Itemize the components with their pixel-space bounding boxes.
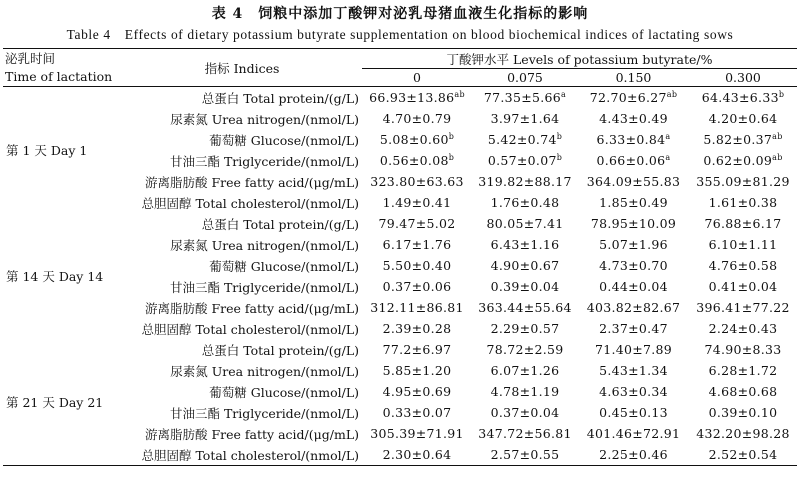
header-level-0: 0	[362, 69, 472, 87]
table-row	[3, 255, 797, 276]
cell-value: 5.42±0.74	[487, 132, 557, 147]
row-label: 总蛋白 Total protein/(g/L)	[201, 216, 359, 232]
significance-mark: ab	[772, 152, 783, 162]
cell-value: 0.37±0.06	[382, 279, 452, 294]
value-cell	[472, 171, 578, 192]
cell-value: 71.40±7.89	[594, 342, 673, 357]
value-cell	[472, 360, 578, 381]
value-cell	[578, 276, 689, 297]
value-cell	[689, 381, 797, 402]
value-cell	[472, 213, 578, 234]
cell-value: 6.28±1.72	[708, 363, 778, 378]
cell-value: 4.63±0.34	[599, 384, 668, 399]
value-cell	[578, 360, 689, 381]
cell-value: 4.70±0.79	[382, 111, 452, 126]
row-label: 总胆固醇 Total cholesterol/(nmol/L)	[122, 444, 362, 466]
cell-value: 6.07±1.26	[490, 363, 560, 378]
value-cell	[689, 339, 797, 360]
value-cell	[472, 423, 578, 444]
cell-value: 2.30±0.64	[382, 447, 452, 462]
cell-value: 0.44±0.04	[599, 279, 668, 294]
cell-value: 2.29±0.57	[490, 321, 560, 336]
cell-value: 4.95±0.69	[382, 384, 452, 399]
cell-value: 403.82±82.67	[586, 300, 681, 315]
significance-mark: b	[556, 131, 563, 141]
value-cell	[362, 297, 472, 318]
data-table	[3, 48, 797, 466]
table-caption-cn: 表 4 饲粮中添加丁酸钾对泌乳母猪血液生化指标的影响	[211, 6, 589, 22]
value-cell	[362, 108, 472, 129]
row-label: 葡萄糖 Glucose/(nmol/L)	[209, 384, 359, 400]
cell-value: 2.52±0.54	[708, 447, 778, 462]
row-label: 甘油三酯 Triglyceride/(nmol/L)	[169, 153, 359, 169]
cell-value: 74.90±8.33	[704, 342, 782, 357]
value-cell	[472, 255, 578, 276]
significance-mark: ab	[454, 89, 465, 99]
cell-value: 0.62±0.09	[703, 153, 773, 168]
cell-value: 4.73±0.70	[599, 258, 668, 273]
value-cell	[578, 381, 689, 402]
row-label: 葡萄糖 Glucose/(nmol/L)	[209, 132, 359, 148]
cell-value: 78.95±10.09	[590, 216, 677, 231]
row-label: 尿素氮 Urea nitrogen/(nmol/L)	[170, 237, 359, 253]
significance-mark: b	[778, 89, 785, 99]
cell-value: 432.20±98.28	[696, 426, 790, 441]
cell-value: 1.61±0.38	[708, 195, 778, 210]
value-cell	[578, 171, 689, 192]
value-cell	[578, 339, 689, 360]
value-cell	[578, 255, 689, 276]
cell-value: 0.41±0.04	[708, 279, 778, 294]
cell-value: 4.43±0.49	[599, 111, 668, 126]
cell-value: 319.82±88.17	[478, 174, 572, 189]
value-cell	[472, 402, 578, 423]
cell-value: 363.44±55.64	[478, 300, 572, 315]
value-cell	[362, 339, 472, 360]
table-row	[3, 402, 797, 423]
value-cell	[362, 150, 472, 171]
value-cell	[689, 423, 797, 444]
value-cell	[578, 150, 689, 171]
cell-value: 77.2±6.97	[382, 342, 452, 357]
header-level-1: 0.075	[472, 69, 578, 87]
value-cell	[362, 171, 472, 192]
value-cell	[689, 276, 797, 297]
table-body	[3, 87, 797, 466]
header-time-cn: 泌乳时间	[3, 49, 122, 69]
value-cell	[689, 360, 797, 381]
cell-value: 6.43±1.16	[490, 237, 560, 252]
value-cell	[689, 87, 797, 109]
header-indices: 指标 Indices	[122, 49, 362, 87]
cell-value: 72.70±6.27	[589, 90, 667, 105]
table-row	[3, 339, 797, 360]
significance-mark: b	[448, 131, 455, 141]
value-cell	[472, 108, 578, 129]
table-row	[3, 381, 797, 402]
cell-value: 347.72±56.81	[478, 426, 572, 441]
value-cell	[578, 192, 689, 213]
value-cell	[362, 234, 472, 255]
table-row	[3, 276, 797, 297]
table-row	[3, 297, 797, 318]
cell-value: 0.45±0.13	[599, 405, 668, 420]
row-label: 总胆固醇 Total cholesterol/(nmol/L)	[141, 195, 359, 211]
significance-mark: a	[665, 152, 671, 162]
value-cell	[472, 150, 578, 171]
value-cell	[689, 402, 797, 423]
significance-mark: b	[448, 152, 455, 162]
group-day-label: 第 1 天 Day 1	[6, 143, 88, 158]
value-cell	[362, 318, 472, 339]
table-row	[3, 108, 797, 129]
header-levels-span-text: 丁酸钾水平 Levels of potassium butyrate/%	[446, 51, 713, 67]
cell-value: 2.37±0.47	[599, 321, 668, 336]
value-cell	[689, 255, 797, 276]
cell-value: 6.10±1.11	[708, 237, 778, 252]
row-label: 葡萄糖 Glucose/(nmol/L)	[209, 258, 359, 274]
cell-value: 4.20±0.64	[708, 111, 778, 126]
value-cell	[689, 171, 797, 192]
value-cell	[689, 318, 797, 339]
value-cell	[578, 129, 689, 150]
cell-value: 1.49±0.41	[382, 195, 452, 210]
cell-value: 312.11±86.81	[370, 300, 464, 315]
value-cell	[472, 192, 578, 213]
cell-value: 364.09±55.83	[586, 174, 681, 189]
cell-value: 5.43±1.34	[599, 363, 668, 378]
cell-value: 76.88±6.17	[704, 216, 782, 231]
value-cell	[578, 87, 689, 109]
value-cell	[362, 402, 472, 423]
header-levels-span	[362, 49, 797, 69]
table-caption-en: Table 4 Effects of dietary potassium butyrate supplementation on blood biochemical indices of lactating sows	[66, 27, 734, 42]
significance-mark: ab	[666, 89, 678, 99]
cell-value: 2.25±0.46	[599, 447, 668, 462]
cell-value: 2.24±0.43	[708, 321, 778, 336]
cell-value: 64.43±6.33	[701, 90, 779, 105]
value-cell	[689, 213, 797, 234]
cell-value: 0.39±0.04	[490, 279, 560, 294]
cell-value: 66.93±13.86	[369, 90, 455, 105]
value-cell	[689, 297, 797, 318]
row-label: 游离脂肪酸 Free fatty acid/(μg/mL)	[145, 174, 359, 190]
row-label: 游离脂肪酸 Free fatty acid/(μg/mL)	[145, 300, 359, 316]
value-cell	[362, 255, 472, 276]
cell-value: 1.76±0.48	[490, 195, 560, 210]
cell-value: 355.09±81.29	[696, 174, 790, 189]
cell-value: 5.85±1.20	[382, 363, 452, 378]
table-row	[3, 150, 797, 171]
value-cell	[472, 318, 578, 339]
value-cell	[578, 234, 689, 255]
row-label: 总蛋白 Total protein/(g/L)	[201, 342, 359, 358]
row-label: 总蛋白 Total protein/(g/L)	[201, 90, 359, 106]
value-cell	[362, 129, 472, 150]
value-cell	[578, 297, 689, 318]
cell-value: 78.72±2.59	[486, 342, 564, 357]
significance-mark: ab	[772, 131, 783, 141]
value-cell	[472, 234, 578, 255]
table-row	[3, 129, 797, 150]
cell-value: 0.66±0.06	[596, 153, 666, 168]
row-label: 甘油三酯 Triglyceride/(nmol/L)	[169, 405, 359, 421]
cell-value: 396.41±77.22	[696, 300, 790, 315]
value-cell	[689, 192, 797, 213]
cell-value: 3.97±1.64	[490, 111, 560, 126]
value-cell	[472, 87, 578, 109]
table-row	[3, 234, 797, 255]
value-cell	[689, 444, 797, 466]
header-level-3: 0.300	[689, 69, 797, 87]
value-cell	[578, 318, 689, 339]
value-cell	[362, 276, 472, 297]
table-row	[3, 444, 797, 466]
value-cell	[362, 360, 472, 381]
significance-mark: b	[556, 152, 563, 162]
row-label: 甘油三酯 Triglyceride/(nmol/L)	[169, 279, 359, 295]
table-row	[3, 171, 797, 192]
table-row	[3, 213, 797, 234]
header-level-2: 0.150	[578, 69, 689, 87]
row-label: 游离脂肪酸 Free fatty acid/(μg/mL)	[145, 426, 359, 442]
value-cell	[362, 444, 472, 466]
table-row	[3, 318, 797, 339]
significance-mark: a	[665, 131, 671, 141]
group-day-label: 第 14 天 Day 14	[6, 269, 104, 284]
cell-value: 305.39±71.91	[370, 426, 464, 441]
cell-value: 0.57±0.07	[487, 153, 557, 168]
value-cell	[578, 213, 689, 234]
table-row	[3, 360, 797, 381]
cell-value: 4.76±0.58	[708, 258, 778, 273]
cell-value: 2.57±0.55	[490, 447, 560, 462]
value-cell	[472, 444, 578, 466]
value-cell	[578, 108, 689, 129]
value-cell	[362, 423, 472, 444]
row-label: 尿素氮 Urea nitrogen/(nmol/L)	[170, 363, 359, 379]
cell-value: 2.39±0.28	[382, 321, 452, 336]
cell-value: 6.33±0.84	[596, 132, 666, 147]
cell-value: 4.90±0.67	[490, 258, 560, 273]
value-cell	[472, 297, 578, 318]
header-time-en: Time of lactation	[3, 69, 122, 87]
value-cell	[362, 213, 472, 234]
significance-mark: a	[561, 89, 567, 99]
cell-value: 401.46±72.91	[586, 426, 681, 441]
value-cell	[472, 129, 578, 150]
value-cell	[578, 423, 689, 444]
cell-value: 80.05±7.41	[486, 216, 564, 231]
cell-value: 5.08±0.60	[379, 132, 449, 147]
cell-value: 5.82±0.37	[703, 132, 773, 147]
value-cell	[472, 276, 578, 297]
value-cell	[578, 444, 689, 466]
cell-value: 0.56±0.08	[379, 153, 449, 168]
cell-value: 5.07±1.96	[599, 237, 668, 252]
value-cell	[472, 381, 578, 402]
value-cell	[362, 87, 472, 109]
group-day-label: 第 21 天 Day 21	[3, 339, 122, 466]
cell-value: 79.47±5.02	[378, 216, 456, 231]
value-cell	[578, 402, 689, 423]
cell-value: 0.39±0.10	[708, 405, 778, 420]
cell-value: 4.78±1.19	[490, 384, 560, 399]
value-cell	[689, 234, 797, 255]
cell-value: 5.50±0.40	[382, 258, 452, 273]
cell-value: 0.33±0.07	[382, 405, 452, 420]
value-cell	[472, 339, 578, 360]
value-cell	[362, 381, 472, 402]
cell-value: 6.17±1.76	[382, 237, 452, 252]
value-cell	[689, 108, 797, 129]
cell-value: 1.85±0.49	[599, 195, 668, 210]
cell-value: 4.68±0.68	[708, 384, 778, 399]
cell-value: 0.37±0.04	[490, 405, 560, 420]
cell-value: 77.35±5.66	[483, 90, 561, 105]
table-row	[3, 192, 797, 213]
row-label: 尿素氮 Urea nitrogen/(nmol/L)	[170, 111, 359, 127]
table-row	[3, 423, 797, 444]
value-cell	[689, 150, 797, 171]
cell-value: 323.80±63.63	[370, 174, 464, 189]
table-row	[3, 87, 797, 109]
value-cell	[362, 192, 472, 213]
row-label: 总胆固醇 Total cholesterol/(nmol/L)	[141, 321, 359, 337]
value-cell	[689, 129, 797, 150]
